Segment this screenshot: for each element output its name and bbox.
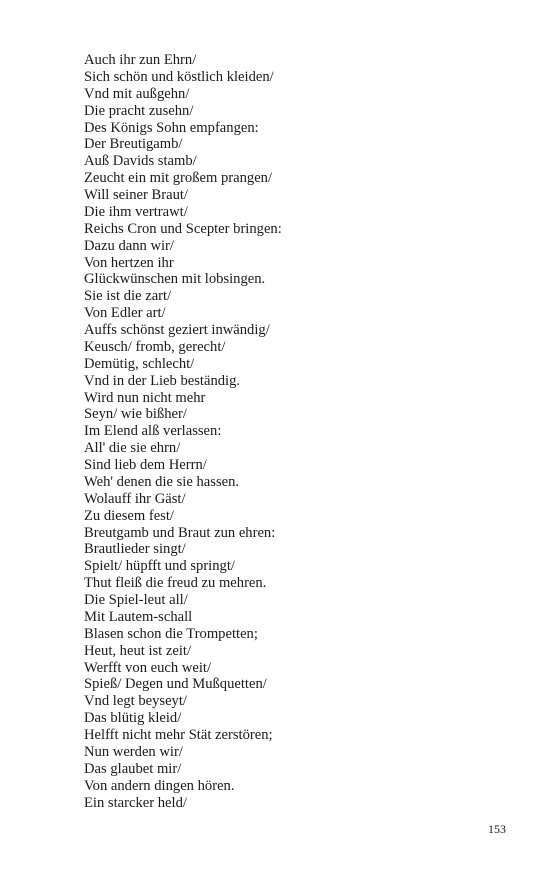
poem-line: All' die sie ehrn/ <box>84 440 181 457</box>
poem-line: Des Königs Sohn empfangen: <box>84 119 259 136</box>
poem-line: Vnd mit außgehn/ <box>84 85 190 102</box>
poem-line: Im Elend alß verlassen: <box>84 423 222 440</box>
poem-line: Breutgamb und Braut zun ehren: <box>84 524 276 541</box>
poem-line: Vnd in der Lieb beständig. <box>84 372 241 389</box>
poem-line: Auß Davids stamb/ <box>84 153 197 170</box>
poem-line: Sich schön und köstlich kleiden/ <box>84 68 274 85</box>
page-number: 153 <box>488 822 506 836</box>
poem-line: Auch ihr zun Ehrn/ <box>84 52 197 68</box>
poem-line: Mit Lautem-schall <box>84 608 193 625</box>
poem-line: Das glaubet mir/ <box>84 760 182 777</box>
poem-line: Keusch/ fromb, gerecht/ <box>84 338 226 355</box>
poem-line: Glückwünschen mit lobsingen. <box>84 271 266 288</box>
poem-line: Nun werden wir/ <box>84 743 183 760</box>
poem-line: Werfft von euch weit/ <box>84 659 212 676</box>
poem-line: Sind lieb dem Herrn/ <box>84 457 207 473</box>
poem-line: Dazu dann wir/ <box>84 237 174 254</box>
poem-line: Zeucht ein mit großem prangen/ <box>84 170 273 187</box>
poem-line: Weh' denen die sie hassen. <box>84 473 240 490</box>
poem-line: Vnd legt beyseyt/ <box>84 693 187 710</box>
poem-line: Wolauff ihr Gäst/ <box>84 490 186 507</box>
poem-line: Will seiner Braut/ <box>84 187 188 203</box>
poem-line: Die Spiel-leut all/ <box>84 592 188 608</box>
poem-line: Blasen schon die Trompetten; <box>84 625 258 642</box>
poem-line: Die ihm vertrawt/ <box>84 203 188 220</box>
poem-line: Wird nun nicht mehr <box>84 389 206 406</box>
poem-line: Die pracht zusehn/ <box>84 102 194 119</box>
poem-line: Sie ist die zart/ <box>84 288 172 305</box>
poem-line: Helfft nicht mehr Stät zerstören; <box>84 727 273 743</box>
poem-line: Von hertzen ihr <box>84 254 174 271</box>
poem-line: Zu diesem fest/ <box>84 507 174 524</box>
poem-line: Reichs Cron und Scepter bringen: <box>84 220 282 237</box>
poem-line: Spielt/ hüpfft und springt/ <box>84 558 235 575</box>
poem-line: Thut fleiß die freud zu mehren. <box>84 575 267 592</box>
poem-line: Das blütig kleid/ <box>84 710 182 727</box>
poem-line: Demütig, schlecht/ <box>84 355 195 372</box>
poem-line: Auffs schönst geziert inwändig/ <box>84 322 270 338</box>
poem-line: Brautlieder singt/ <box>84 541 186 558</box>
poem-line: Von Edler art/ <box>84 305 166 322</box>
poem-line: Von andern dingen hören. <box>84 777 235 794</box>
poem-line: Seyn/ wie bißher/ <box>84 406 187 423</box>
poem-line: Spieß/ Degen und Mußquetten/ <box>84 676 267 693</box>
poem-line: Ein starcker held/ <box>84 794 187 811</box>
poem-line: Der Breutigamb/ <box>84 136 183 153</box>
poem-line: Heut, heut ist zeit/ <box>84 642 191 659</box>
poem-text <box>84 52 282 811</box>
